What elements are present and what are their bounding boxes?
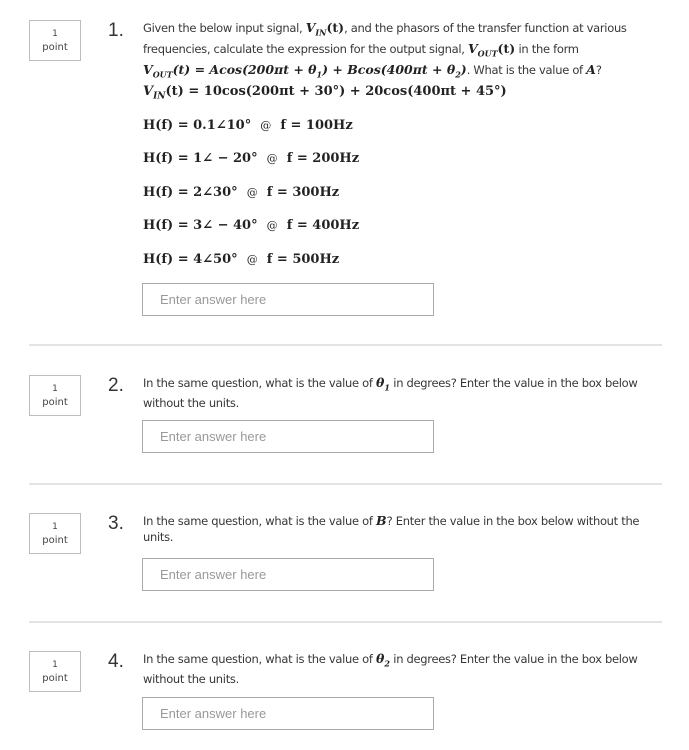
points-value: 1 (52, 660, 58, 670)
points-value: 1 (52, 29, 58, 39)
points-label: point (42, 535, 68, 546)
points-label: point (42, 42, 68, 53)
answer-input-1[interactable] (142, 283, 434, 316)
points-label: point (42, 673, 68, 684)
question-text: In the same question, what is the value of $\theta_2$ in degrees? Enter the value in the box below without the units. (143, 651, 638, 686)
equation-vin: $V_{IN}(t) = 10\cos(200\pi t + 30^\circ) + 20\cos(400\pi t + 45^\circ)$ (143, 84, 507, 102)
answer-input-2[interactable] (142, 420, 434, 453)
question-divider (29, 621, 662, 623)
points-value: 1 (52, 522, 58, 532)
equation-h3: H(f) = 2∠30° @ f = 300Hz (143, 185, 340, 200)
points-badge (29, 651, 81, 692)
math-vin: $V_{IN}(t)$ (305, 20, 345, 38)
math-output-form: $V_{OUT}(t) = Acos(200\pi t + \theta_1) + Bcos(400\pi t + \theta_2)$ (143, 62, 467, 80)
points-value: 1 (52, 384, 58, 394)
points-badge (29, 513, 81, 554)
question-divider (29, 483, 662, 485)
question-number: 1. (108, 20, 124, 41)
equation-h2: H(f) = 1∠ − 20° @ f = 200Hz (143, 151, 360, 166)
points-badge (29, 375, 81, 416)
points-badge (29, 20, 81, 61)
question-text: Given the below input signal, $V_{IN}(t)$, and the phasors of the transfer function at various frequencies, calculate the expression for the output signal, $V_{OUT}(t)$ in the form $V_{OUT}(t) = Acos(200\pi t + \theta_1) + Bcos(400\pi t + \theta_2)$. What is the value of A? (143, 20, 627, 80)
question-divider (29, 344, 662, 346)
question-number: 2. (108, 375, 124, 396)
equation-h4: H(f) = 3∠ − 40° @ f = 400Hz (143, 218, 360, 233)
answer-input-3[interactable] (142, 558, 434, 591)
math-vout: $V_{OUT}(t)$ (467, 41, 516, 59)
question-number: 3. (108, 513, 124, 534)
question-number: 4. (108, 651, 124, 672)
answer-input-4[interactable] (142, 697, 434, 730)
question-text: In the same question, what is the value of $\theta_1$ in degrees? Enter the value in the box below without the units. (143, 375, 638, 410)
equation-h5: H(f) = 4∠50° @ f = 500Hz (143, 252, 340, 267)
points-label: point (42, 397, 68, 408)
equation-h1: H(f) = 0.1∠10° @ f = 100Hz (143, 118, 353, 133)
question-text: In the same question, what is the value of B? Enter the value in the box below without the units. (143, 513, 640, 544)
